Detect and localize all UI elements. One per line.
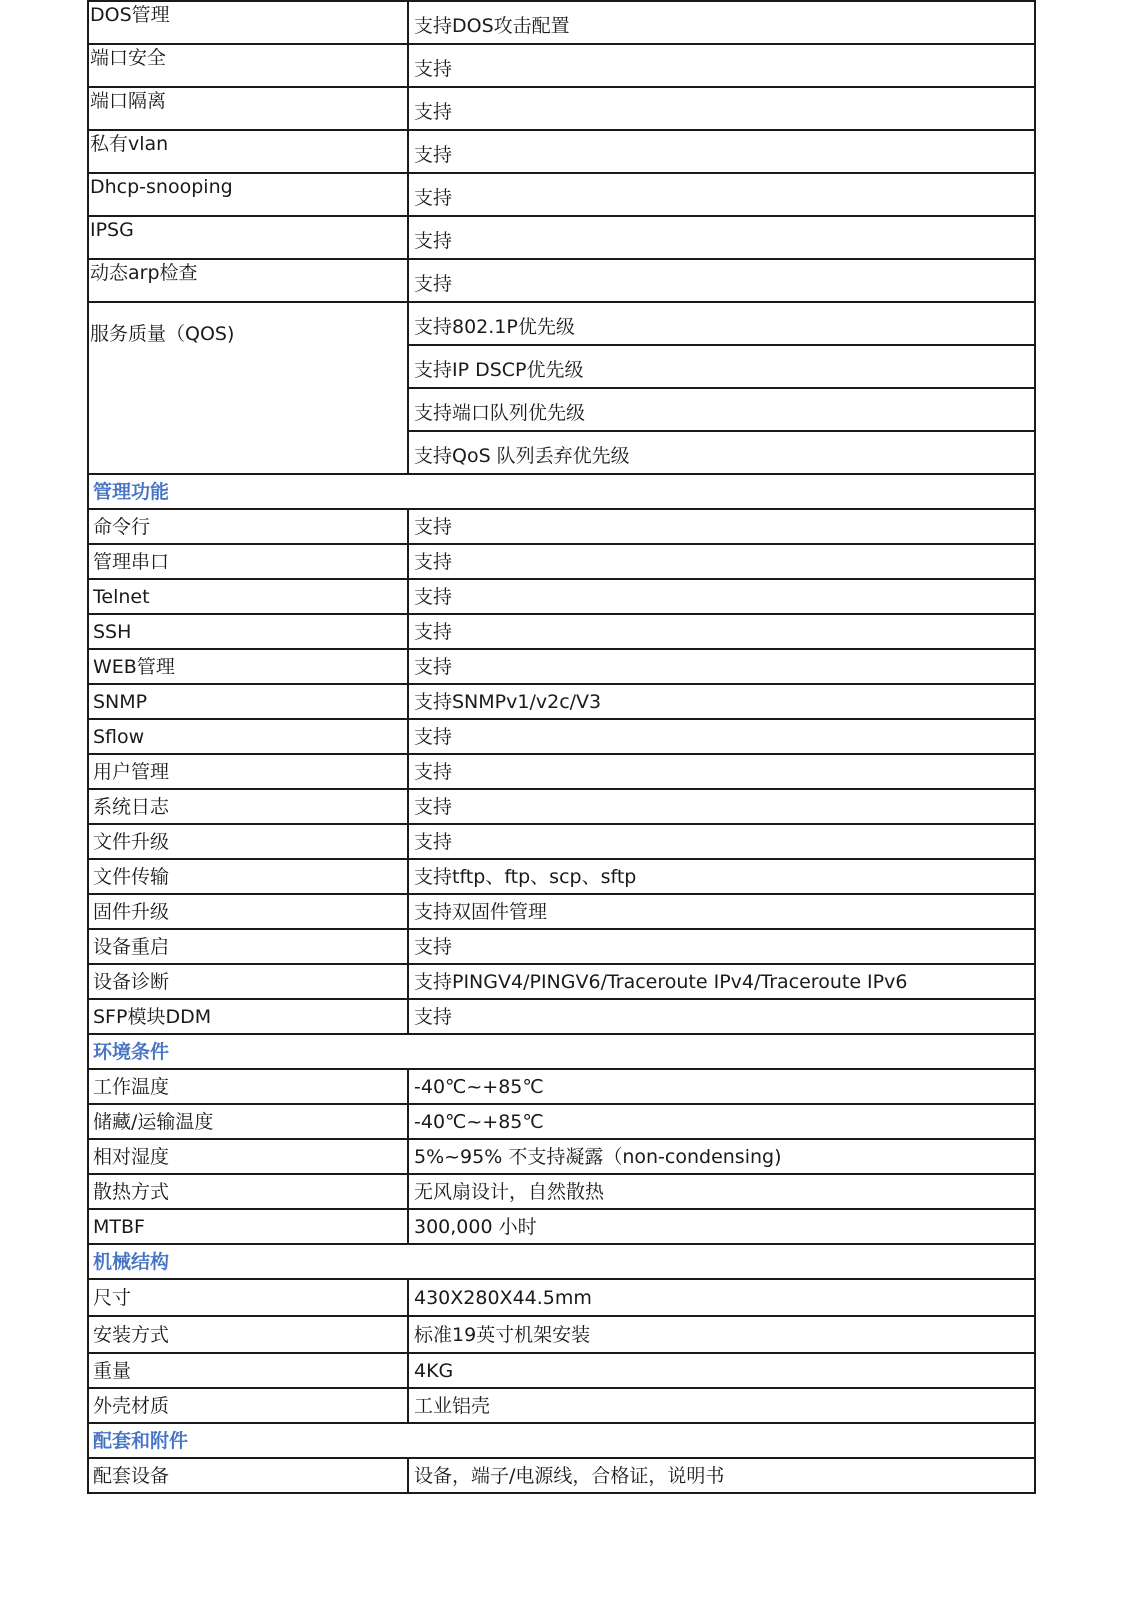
row-value: 支持: [408, 216, 1035, 259]
row-value: 支持: [408, 259, 1035, 302]
row-value: 支持: [408, 824, 1035, 859]
qos-value: 支持端口队列优先级: [408, 388, 1035, 431]
row-value: 支持PINGV4/PINGV6/Traceroute IPv4/Traceroute IPv6: [408, 964, 1035, 999]
table-row: [88, 614, 1035, 649]
row-label: WEB管理: [88, 649, 408, 684]
table-row: [88, 754, 1035, 789]
qos-label: 服务质量（QOS): [88, 302, 408, 474]
row-value: 设备，端子/电源线，合格证，说明书: [408, 1458, 1035, 1493]
row-value: 430X280X44.5mm: [408, 1279, 1035, 1316]
row-value: 支持: [408, 130, 1035, 173]
table-row: [88, 789, 1035, 824]
table-row: [88, 1174, 1035, 1209]
row-label: SSH: [88, 614, 408, 649]
table-row: [88, 509, 1035, 544]
table-row: [88, 929, 1035, 964]
row-value: 5%~95% 不支持凝露（non-condensing): [408, 1139, 1035, 1174]
row-label: 管理串口: [88, 544, 408, 579]
row-label: 相对湿度: [88, 1139, 408, 1174]
row-label: 动态arp检查: [88, 259, 408, 302]
qos-value: 支持QoS 队列丢弃优先级: [408, 431, 1035, 474]
row-label: 设备重启: [88, 929, 408, 964]
row-label: 重量: [88, 1353, 408, 1388]
row-value: 支持tftp、ftp、scp、sftp: [408, 859, 1035, 894]
row-value: 标准19英寸机架安装: [408, 1316, 1035, 1353]
table-row: [88, 544, 1035, 579]
table-row: [88, 259, 1035, 302]
table-row: [88, 719, 1035, 754]
row-label: 设备诊断: [88, 964, 408, 999]
row-value: 支持双固件管理: [408, 894, 1035, 929]
row-label: MTBF: [88, 1209, 408, 1244]
row-value: 支持: [408, 754, 1035, 789]
row-value: 300,000 小时: [408, 1209, 1035, 1244]
row-value: 支持: [408, 614, 1035, 649]
row-label: SNMP: [88, 684, 408, 719]
table-row: [88, 1458, 1035, 1493]
row-label: 安装方式: [88, 1316, 408, 1353]
table-row: [88, 964, 1035, 999]
table-row: [88, 173, 1035, 216]
row-value: 支持: [408, 719, 1035, 754]
row-label: DOS管理: [88, 1, 408, 44]
row-label: 外壳材质: [88, 1388, 408, 1423]
row-value: 工业铝壳: [408, 1388, 1035, 1423]
row-label: 配套设备: [88, 1458, 408, 1493]
row-label: Telnet: [88, 579, 408, 614]
row-value: 支持: [408, 649, 1035, 684]
table-row: [88, 1139, 1035, 1174]
table-row: [88, 130, 1035, 173]
qos-value: 支持IP DSCP优先级: [408, 345, 1035, 388]
row-value: -40℃~+85℃: [408, 1104, 1035, 1139]
row-label: 私有vlan: [88, 130, 408, 173]
table-row: [88, 894, 1035, 929]
section-title: 机械结构: [88, 1244, 1035, 1279]
row-value: 支持: [408, 87, 1035, 130]
section-header-environment: [88, 1034, 1035, 1069]
section-header-accessories: [88, 1423, 1035, 1458]
table-row: [88, 859, 1035, 894]
row-label: IPSG: [88, 216, 408, 259]
section-header-management: [88, 474, 1035, 509]
row-label: 文件升级: [88, 824, 408, 859]
row-value: 支持: [408, 509, 1035, 544]
row-label: 储藏/运输温度: [88, 1104, 408, 1139]
row-label: 系统日志: [88, 789, 408, 824]
row-label: 用户管理: [88, 754, 408, 789]
row-value: 支持: [408, 789, 1035, 824]
section-title: 配套和附件: [88, 1423, 1035, 1458]
table-row: [88, 684, 1035, 719]
row-label: 命令行: [88, 509, 408, 544]
row-label: SFP模块DDM: [88, 999, 408, 1034]
table-row: [88, 1209, 1035, 1244]
table-row: [88, 216, 1035, 259]
row-value: 支持: [408, 999, 1035, 1034]
table-row: [88, 649, 1035, 684]
table-row: [88, 1, 1035, 44]
row-label: 端口安全: [88, 44, 408, 87]
table-row: [88, 1069, 1035, 1104]
table-row: [88, 44, 1035, 87]
table-row: [88, 1388, 1035, 1423]
row-value: 无风扇设计，自然散热: [408, 1174, 1035, 1209]
table-row: [88, 1104, 1035, 1139]
spec-table: [87, 0, 1036, 1494]
table-row: [88, 999, 1035, 1034]
table-row: [88, 579, 1035, 614]
row-label: 散热方式: [88, 1174, 408, 1209]
row-value: 支持: [408, 44, 1035, 87]
row-value: 支持: [408, 544, 1035, 579]
table-row: [88, 302, 1035, 345]
row-label: 端口隔离: [88, 87, 408, 130]
row-value: 支持SNMPv1/v2c/V3: [408, 684, 1035, 719]
row-value: 支持: [408, 173, 1035, 216]
table-row: [88, 1279, 1035, 1316]
row-value: 支持DOS攻击配置: [408, 1, 1035, 44]
row-label: Dhcp-snooping: [88, 173, 408, 216]
row-label: Sflow: [88, 719, 408, 754]
row-value: 支持: [408, 579, 1035, 614]
section-title: 管理功能: [88, 474, 1035, 509]
table-row: [88, 87, 1035, 130]
table-row: [88, 824, 1035, 859]
qos-value: 支持802.1P优先级: [408, 302, 1035, 345]
row-value: 4KG: [408, 1353, 1035, 1388]
row-label: 文件传输: [88, 859, 408, 894]
row-label: 工作温度: [88, 1069, 408, 1104]
section-header-mechanical: [88, 1244, 1035, 1279]
table-row: [88, 1353, 1035, 1388]
row-value: 支持: [408, 929, 1035, 964]
row-value: -40℃~+85℃: [408, 1069, 1035, 1104]
row-label: 固件升级: [88, 894, 408, 929]
table-row: [88, 1316, 1035, 1353]
row-label: 尺寸: [88, 1279, 408, 1316]
section-title: 环境条件: [88, 1034, 1035, 1069]
